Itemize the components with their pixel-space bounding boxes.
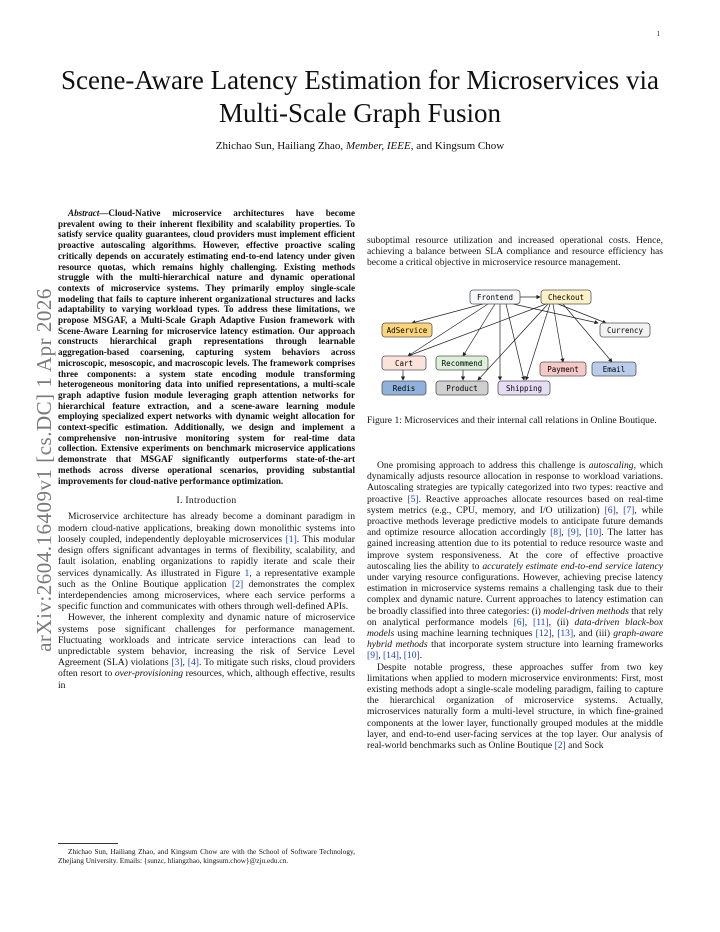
abstract <box>58 208 355 486</box>
svg-text:Payment: Payment <box>547 365 579 374</box>
section-heading-introduction: I. Introduction <box>176 495 237 507</box>
citation-link[interactable]: [3] <box>171 657 183 669</box>
paper-title: Scene-Aware Latency Estimation for Microservices via Multi-Scale Graph Fusion <box>60 65 660 128</box>
citation-link[interactable]: [9] <box>367 650 379 662</box>
footnote-rule <box>58 843 118 844</box>
svg-text:Checkout: Checkout <box>547 293 585 302</box>
citation-link[interactable]: [2] <box>554 740 566 752</box>
citation-link[interactable]: [6] <box>513 616 525 628</box>
right-paragraph-continued: suboptimal resource utilization and increased operational costs. Hence, achieving a balance between SLA compliance and resource efficiency has become a critical objective in microservice resource management. <box>367 235 663 269</box>
node-email <box>592 362 636 376</box>
node-shipping <box>498 381 550 395</box>
author-list <box>40 140 680 152</box>
left-column <box>58 208 355 691</box>
arxiv-identifier: arXiv:2604.16409v1 [cs.DC] 1 Apr 2026 <box>32 288 56 652</box>
citation-link[interactable]: [2] <box>232 578 244 590</box>
svg-text:AdService: AdService <box>386 326 428 335</box>
citation-link[interactable]: [5] <box>407 493 419 505</box>
page-number: 1 <box>656 30 660 38</box>
right-paragraph-limitations: Despite notable progress, these approaches suffer from two key limitations when applied to modern microservice environments: First, most existing methods adopt a single-scale modeling paradigm, failing to capture the hierarchical organization of microservice systems. Actually, microservices naturally form a multi-level structure, in which fine-grained components at the lower layer, functionally grouped modules at the middle layer, and end-to-end user-facing services at the top layer. Our analysis of real-world benchmarks such as Online Boutique [2] and Sock <box>367 661 663 752</box>
svg-text:Email: Email <box>602 365 626 374</box>
svg-text:Redis: Redis <box>392 384 416 393</box>
node-payment <box>540 362 586 376</box>
right-column-top <box>367 235 663 269</box>
svg-text:Currency: Currency <box>606 326 644 335</box>
svg-text:Frontend: Frontend <box>476 293 514 302</box>
author-role: Member, IEEE <box>345 140 411 152</box>
citation-link[interactable]: [14] <box>382 650 399 662</box>
node-frontend <box>470 290 520 304</box>
citation-link[interactable]: [13] <box>557 628 574 640</box>
citation-link[interactable]: [12] <box>535 628 552 640</box>
svg-text:Cart: Cart <box>394 359 414 368</box>
intro-paragraph-2: However, the inherent complexity and dynamic nature of microservice systems pose significant challenges for performance management. Fluctuating workloads and intricate service interactions can lead to unpredictable system behavior, increasing the risk of Service Level Agreement (SLA) violations [3], [4]. To mitigate such risks, cloud providers often resort to over-provisioning resources, which, although effective, results in <box>58 612 356 691</box>
figure-caption: Figure 1: Microservices and their internal call relations in Online Boutique. <box>367 415 657 426</box>
author-names: Zhichao Sun, Hailiang Zhao, <box>215 140 346 152</box>
node-product <box>436 381 488 395</box>
citation-link[interactable]: [1] <box>285 533 297 545</box>
right-paragraph-autoscaling: One promising approach to address this challenge is autoscaling, which dynamically adjusts resource allocation in response to workload variations. Autoscaling strategies are typically categorized into two types: reactive and proactive [5]. Reactive approaches allocate resources based on real-time system metrics (e.g., CPU, memory, and I/O utilization) [6], [7], while proactive methods leverage predictive models to anticipate future demands and optimize resource allocation accordingly [8], [9], [10]. The latter has gained increasing attention due to its potential to reduce resource waste and improve system responsiveness. At the core of effective proactive autoscaling lies the ability to accurately estimate end-to-end service latency under varying resource configurations. However, achieving precise latency estimation in microservice systems remains a challenging task due to their complex and dynamic nature. Current approaches to latency estimation can be broadly classified into three categories: (i) model-driven methods that rely on analytical performance models [6], [11], (ii) data-driven black-box models using machine learning techniques [12], [13], and (iii) graph-aware hybrid methods that incorporate system structure into learning frameworks [9], [14], [10]. <box>367 460 664 662</box>
svg-text:Recommend: Recommend <box>441 359 483 368</box>
node-currency <box>600 323 650 337</box>
right-column-body <box>367 460 663 751</box>
citation-link[interactable]: [11] <box>533 616 549 628</box>
author-names-end: , and Kingsum Chow <box>410 140 505 152</box>
figure-link[interactable]: 1 <box>244 567 250 579</box>
microservice-call-graph-figure <box>378 284 658 399</box>
svg-text:Product: Product <box>446 384 478 393</box>
footnote: Zhichao Sun, Hailiang Zhao, and Kingsum Chow are with the School of Software Technology, Zhejiang University. Emails: {sunzc, hliangzhao, kingsum.chow}@zju.edu.cn. <box>58 847 355 865</box>
abstract-text: —Cloud-Native microservice architectures have become prevalent owing to their inherent flexibility and scalability properties. To satisfy service quality guarantees, cloud providers must implement efficient proactive autoscaling algorithms. However, effective proactive scaling critically depends on accurately estimating end-to-end latency under given resource quotas, which remains highly challenging. Existing methods struggle with the multi-hierarchical nature and dynamic operational contexts of microservice systems. They primarily employ single-scale modeling that fails to capture inherent organizational structures and lacks adaptability to varying workload types. To address these limitations, we propose MSGAF, a Multi-Scale Graph Adaptive Fusion framework with Scene-Aware Learning for microservice latency estimation. Our approach constructs hierarchical graph representations through learnable aggregation-based coarsening, capturing system behaviors across microscopic, mesoscopic, and macroscopic levels. The framework comprises three components: a system state encoding module transforming heterogeneous monitoring data into unified representations, a multi-scale graph adaptive fusion module leveraging graph attention networks for hierarchical feature extraction, and a scene-aware learning module employing specialized expert networks with dynamic weight allocation for context-specific estimation. Additionally, we design and implement a comprehensive non-intrusive monitoring system for real-time data collection. Extensive experiments on benchmark microservice applications demonstrate that MSGAF significantly outperforms state-of-the-art methods across diverse operational scenarios, providing substantial improvements for cloud-native performance optimization. <box>58 208 355 486</box>
intro-paragraph-1: Microservice architecture has already become a dominant paradigm in modern cloud-native applications, breaking down monolithic systems into loosely coupled, independently deployable microservices [1]. This modular design offers significant advantages in terms of flexibility, scalability, and fault isolation, enabling organizations to rapidly iterate and scale their services dynamically. As illustrated in Figure 1, a representative example such as the Online Boutique application [2] demonstrates the complex interdependencies among microservices, where each service performs a specific function and communicates with others through well-defined APIs. <box>58 511 355 613</box>
citation-link[interactable]: [10] <box>403 650 420 662</box>
citation-link[interactable]: [7] <box>623 504 635 516</box>
citation-link[interactable]: [4] <box>187 657 199 669</box>
node-checkout <box>541 290 591 304</box>
citation-link[interactable]: [6] <box>604 504 616 516</box>
node-cart <box>382 356 426 370</box>
citation-link[interactable]: [10] <box>585 527 602 539</box>
citation-link[interactable]: [8] <box>550 527 562 539</box>
node-adservice <box>382 323 432 337</box>
svg-text:Shipping: Shipping <box>505 384 543 393</box>
node-redis <box>382 381 426 395</box>
citation-link[interactable]: [9] <box>567 527 579 539</box>
emphasis: over-provisioning <box>114 668 184 680</box>
abstract-lead: Abstract <box>68 208 100 218</box>
node-recommend <box>436 356 488 370</box>
